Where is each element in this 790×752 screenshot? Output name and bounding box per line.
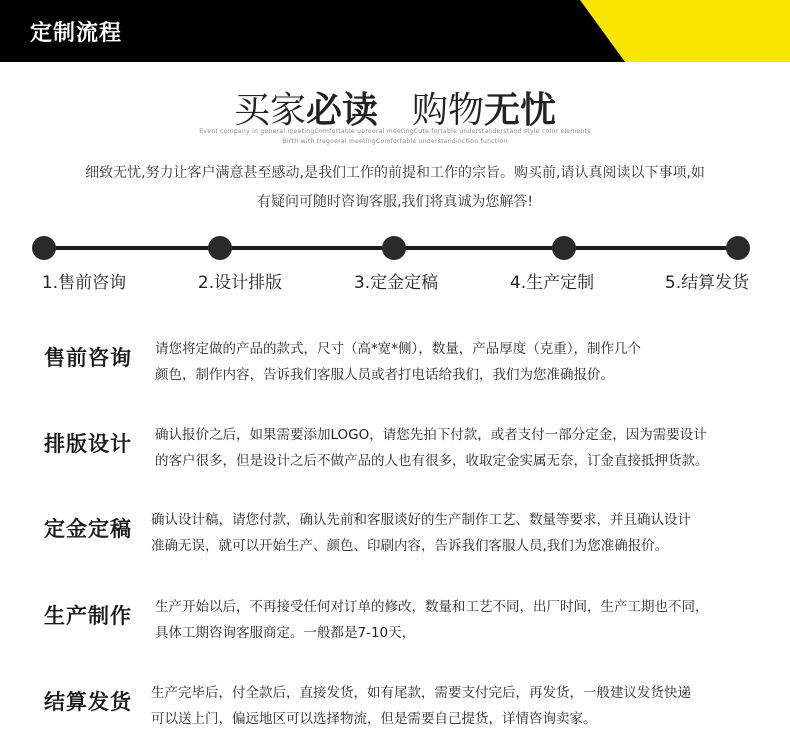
slogan-fine-print-2: Birth with tregoeral meetingComfortable understandinction function [282,138,508,145]
section-text [151,507,771,559]
timeline-dot-5 [726,236,750,260]
section-text [155,594,775,646]
section-text [155,336,775,388]
section-title: 生产制作 [44,604,132,628]
section-text-line-2: 可以送上门，偏远地区可以选择物流，但是需要自己提货，详情咨询卖家。 [151,711,597,727]
header-banner [0,0,790,62]
timeline-dot-1 [32,236,56,260]
timeline-dot-4 [552,236,576,260]
slogan-fine-print-1: Event company in general meetingComfortable uprooral meetingCute fortable understanderstand style color elements [199,128,591,135]
timeline-dot-2 [208,236,232,260]
slogan [0,82,790,133]
section-text-line-2: 颜色，制作内容，告诉我们客服人员或者打电话给我们，我们为您准确报价。 [155,367,614,383]
header-title: 定制流程 [30,21,123,46]
section-text-line-1: 生产开始以后，不再接受任何对订单的修改，数量和工艺不同，出厂时间，生产工期也不同， [155,599,709,615]
slogan-part2-bold: 无忧 [484,90,557,131]
section-text-line-2: 具体工期咨询客服商定。一般都是7-10天， [155,625,416,641]
timeline-step-1: 1.售前咨询 [41,273,127,293]
slogan-part1-light: 买家 [233,90,306,131]
timeline-step-2: 2.设计排版 [197,273,283,293]
timeline-step-4: 4.生产定制 [509,273,595,293]
section-text-line-1: 确认设计稿，请您付款，确认先前和客服谈好的生产制作工艺、数量等要求，并且确认设计 [151,512,691,528]
timeline-dot-3 [382,236,406,260]
section-text-line-1: 请您将定做的产品的款式，尺寸（高*宽*侧），数量，产品厚度（克重），制作几个 [155,341,641,357]
section-text-line-1: 生产完毕后，付全款后，直接发货，如有尾款，需要支付完后，再发货，一般建议发货快递 [151,685,691,701]
intro-line-1: 细致无忧,努力让客户满意甚至感动,是我们工作的前提和工作的宗旨。购买前,请认真阅读以下事项,如 [85,165,705,181]
section-text [155,422,775,474]
section-title: 排版设计 [44,432,132,456]
section-text-line-1: 确认报价之后，如果需要添加LOGO，请您先拍下付款，或者支付一部分定金，因为需要设计 [155,427,707,443]
section-title: 定金定稿 [44,517,132,541]
section-title: 售前咨询 [44,346,132,370]
slogan-part2-light: 购物 [412,90,485,131]
section-title: 结算发货 [44,690,132,714]
process-timeline [0,230,790,300]
section-text-line-2: 的客户很多，但是设计之后不做产品的人也有很多，收取定金实属无奈，订金直接抵押货款。 [155,453,709,469]
timeline-step-3: 3.定金定稿 [353,273,439,293]
section-text-line-2: 准确无误，就可以开始生产、颜色、印刷内容，告诉我们客服人员,我们为您准确报价。 [151,538,669,554]
section-text [151,680,771,732]
header-accent-stripe [580,0,790,62]
slogan-part1-bold: 必读 [305,90,378,131]
intro-line-2: 有疑问可随时咨询客服,我们将真诚为您解答! [256,194,534,210]
timeline-step-5: 5.结算发货 [664,273,750,293]
